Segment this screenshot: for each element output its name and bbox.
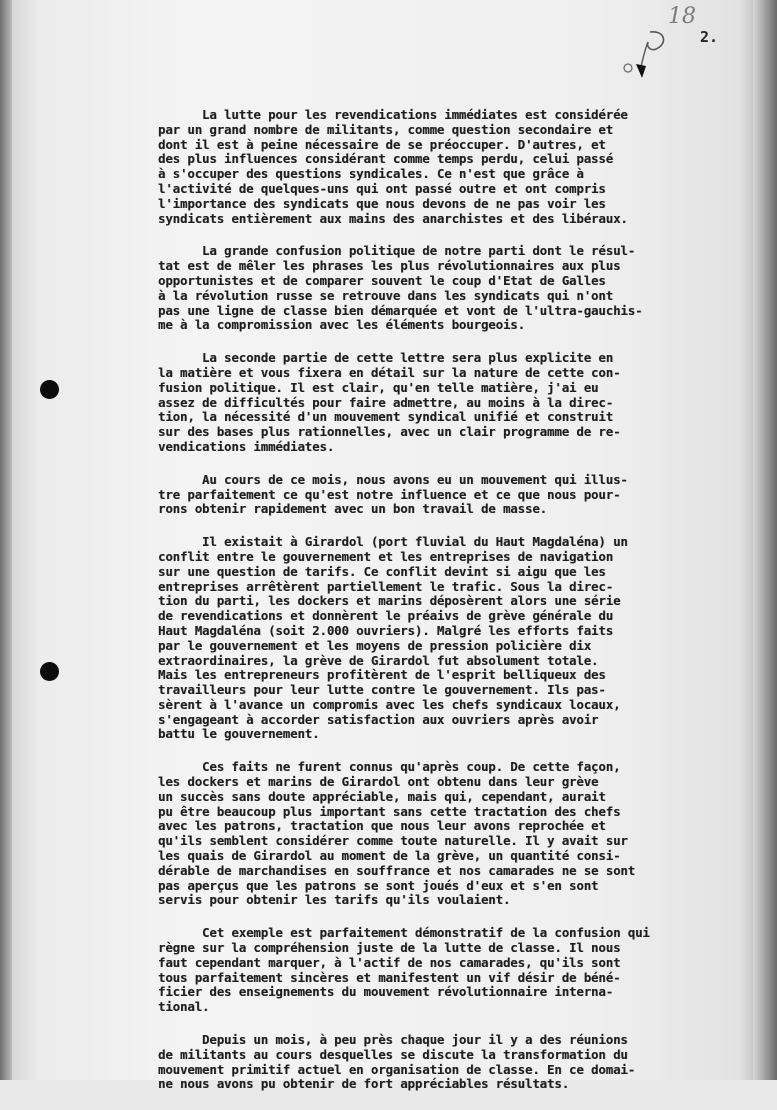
text-line: La seconde partie de cette lettre sera plus explicite en: [158, 350, 614, 366]
text-line: sur des bases plus rationnelles, avec un clair programme de re-: [158, 424, 621, 440]
text-line: faut cependant marquer, à l'actif de nos camarades, qu'ils sont: [158, 954, 621, 970]
text-line: me à la compromission avec les éléments bourgeois.: [158, 317, 525, 333]
text-line: les dockers et marins de Girardol ont obtenu dans leur grève: [158, 774, 599, 790]
paragraph: [158, 926, 750, 1015]
text-line: Il existait à Girardol (port fluvial du Haut Magdaléna) un: [158, 534, 628, 550]
punch-hole-bottom: [40, 662, 59, 681]
text-line: opportunistes et de comparer souvent le coup d'Etat de Galles: [158, 272, 606, 288]
text-line: pas aperçus que les patrons se sont joués d'eux et s'en sont: [158, 877, 599, 893]
text-line: mouvement primitif actuel en organisation de classe. En ce domai-: [158, 1061, 636, 1077]
folio-number: 18: [668, 4, 696, 29]
text-line: tat est de mêler les phrases les plus révolutionnaires aux plus: [158, 258, 621, 274]
letter-body: [158, 108, 750, 1110]
paragraph: [158, 760, 750, 908]
text-line: tous parfaitement sincères et manifestent un vif désir de béné-: [158, 969, 621, 985]
text-line: conflit entre le gouvernement et les entreprises de navigation: [158, 548, 614, 564]
text-line: l'importance des syndicats que nous devons de ne pas voir les: [158, 195, 606, 211]
text-line: Cet exemple est parfaitement démonstratif de la confusion qui: [158, 925, 650, 941]
text-line: Haut Magdaléna (soit 2.000 ouvriers). Malgré les efforts faits: [158, 622, 614, 638]
text-line: par un grand nombre de militants, comme question secondaire et: [158, 121, 614, 137]
paragraph: [158, 473, 750, 517]
page-number: 2.: [700, 28, 719, 46]
text-line: vendications immédiates.: [158, 438, 335, 454]
text-line: par le gouvernement et les moyens de pression policière dix: [158, 637, 592, 653]
paragraph: [158, 351, 750, 455]
text-line: extraordinaires, la grève de Girardol fut absolument totale.: [158, 652, 599, 668]
text-line: ne nous avons pu obtenir de fort appréciables résultats.: [158, 1076, 570, 1092]
punch-hole-top: [40, 380, 59, 399]
text-line: avec les patrons, tractation que nous leur avons reprochée et: [158, 818, 606, 834]
scan-right-edge: [753, 0, 777, 1080]
text-line: Au cours de ce mois, nous avons eu un mouvement qui illus-: [158, 471, 628, 487]
text-line: pu être beaucoup plus important sans cette tractation des chefs: [158, 803, 621, 819]
text-line: servis pour obtenir les tarifs qu'ils voulaient.: [158, 892, 511, 908]
text-line: l'activité de quelques-uns qui ont passé outre et ont compris: [158, 180, 606, 196]
text-line: la matière et vous fixera en détail sur la nature de cette con-: [158, 364, 621, 380]
paragraph: [158, 244, 750, 333]
text-line: La grande confusion politique de notre parti dont le résul-: [158, 243, 636, 259]
text-line: sèrent à l'avance un compromis avec les chefs syndicaux locaux,: [158, 696, 621, 712]
text-line: tion du parti, les dockers et marins déposèrent alors une série: [158, 593, 621, 609]
text-line: fusion politique. Il est clair, qu'en telle matière, j'ai eu: [158, 379, 599, 395]
text-line: tre parfaitement ce qu'est notre influence et ce que nous pour-: [158, 486, 621, 502]
paragraph: [158, 535, 750, 742]
text-line: règne sur la compréhension juste de la lutte de classe. Il nous: [158, 940, 621, 956]
text-line: qu'ils semblent considérer comme toute naturelle. Il y avait sur: [158, 833, 628, 849]
text-line: pas une ligne de classe bien démarquée et vont de l'ultra-gauchis-: [158, 302, 643, 318]
text-line: rons obtenir rapidement avec un bon travail de masse.: [158, 501, 548, 517]
text-line: sur une question de tarifs. Ce conflit devint si aigu que les: [158, 563, 606, 579]
text-line: les quais de Girardol au moment de la grève, un quantité consi-: [158, 848, 621, 864]
text-line: de revendications et donnèrent le préaivs de grève générale du: [158, 608, 614, 624]
text-line: entreprises arrêtèrent partiellement le trafic. Sous la direc-: [158, 578, 614, 594]
text-line: assez de difficultés pour faire admettre, au moins à la direc-: [158, 394, 614, 410]
text-line: Depuis un mois, à peu près chaque jour il y a des réunions: [158, 1032, 628, 1048]
text-line: à la révolution russe se retrouve dans les syndicats qui n'ont: [158, 287, 614, 303]
text-line: tion, la nécessité d'un mouvement syndical unifié et construit: [158, 409, 614, 425]
text-line: La lutte pour les revendications immédiates est considérée: [158, 107, 628, 122]
text-line: tional.: [158, 999, 210, 1015]
text-line: ficier des enseignements du mouvement révolutionnaire interna-: [158, 984, 614, 1000]
text-line: à s'occuper des questions syndicales. Ce n'est que grâce à: [158, 166, 584, 182]
text-line: s'engageant à accorder satisfaction aux ouvriers après avoir: [158, 711, 599, 727]
text-line: travailleurs pour leur lutte contre le gouvernement. Ils pas-: [158, 682, 606, 698]
text-line: dérable de marchandises en souffrance et nos camarades ne se sont: [158, 862, 636, 878]
text-line: dont il est à peine nécessaire de se préoccuper. D'autres, et: [158, 136, 606, 152]
pencil-mark-icon: [620, 28, 672, 84]
text-line: Ces faits ne furent connus qu'après coup. De cette façon,: [158, 759, 621, 775]
text-line: battu le gouvernement.: [158, 726, 320, 742]
paragraph: [158, 1033, 750, 1092]
text-line: un succès sans doute appréciable, mais qui, cependant, aurait: [158, 788, 606, 804]
text-line: des plus influences considérant comme temps perdu, celui passé: [158, 151, 614, 167]
paragraph: [158, 108, 750, 226]
text-line: de militants au cours desquelles se discute la transformation du: [158, 1046, 628, 1062]
scan-left-edge: [0, 0, 12, 1080]
text-line: Mais les entrepreneurs profitèrent de l'esprit belliqueux des: [158, 667, 606, 683]
text-line: syndicats entièrement aux mains des anarchistes et des libéraux.: [158, 210, 628, 226]
